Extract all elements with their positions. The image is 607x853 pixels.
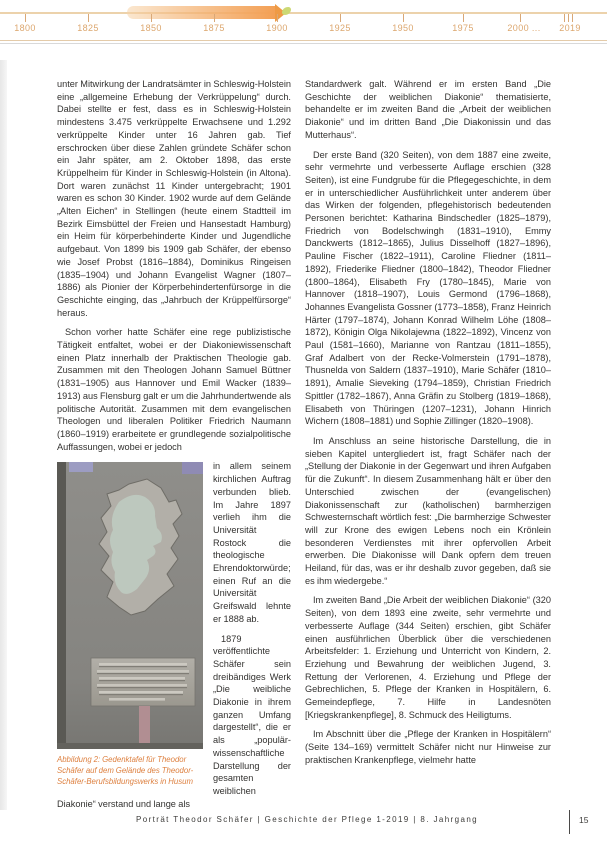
- timeline-tick: [214, 14, 215, 22]
- paragraph: Im Anschluss an seine historische Darstellung, die in sieben Kapitel untergliedert ist, fragt Schäfer nach der „Stellung der Diakonie in der Gegenwart und ihren Aufgaben für die Zukunft“. In diesem Zusammenhang hält er über den Unterschied zwischen der (evangelischen) Diakonissenschaft zur (katholischen) barmherzigen Schwesternschaft wörtlich fest: „Die barmherzige Schwester will zur Krone des ewigen Lebens noch ein Krönlein besonderen Verdienstes mit ihrer opfervollen Arbeit erwerben. Die Diakonisse will Dank opfern dem treuen Heiland, für das, was er ihr deshalb zuvor gegeben, daß sie es ihm wiedergebe.“: [305, 435, 551, 586]
- timeline-header: [0, 0, 607, 46]
- memorial-plaque-figure: [57, 462, 207, 787]
- rose-stripe: [139, 706, 150, 749]
- timeline-highlight-arrow: [127, 6, 275, 19]
- header-separator-line: [0, 43, 607, 44]
- timeline-tick: [151, 14, 152, 22]
- timeline-year-label: 1800: [14, 23, 36, 33]
- timeline-year-label: 1825: [77, 23, 99, 33]
- right-column: [305, 78, 551, 774]
- background-object-left: [69, 462, 93, 472]
- timeline-tick: [463, 14, 464, 22]
- paragraph: Schon vorher hatte Schäfer eine rege publizistische Tätigkeit entfaltet, wobei er der Diakoniewissenschaft einen Platz innerhalb der Praktischen Theologie gab. Zusammen mit den Theologen Johann Samuel Büttner (1831–1905) aus Hannover und Emil Wacker (1839–1913) aus Flensburg galt er um die Jahrhundertwende als politische Autorität. Zusammen mit dem evangelischen Theologen und liberalen Politiker Friedrich Naumann (1860–1919) erarbeitete er grundlegende sozialpolitische Auffassungen, wobei er jedoch: [57, 327, 291, 452]
- timeline-tick: [277, 14, 278, 22]
- left-column: [57, 78, 291, 817]
- timeline-tick: [340, 14, 341, 22]
- memorial-plaque-photo: [57, 462, 203, 749]
- photo-left-shadow: [57, 462, 66, 749]
- timeline-year-label: 1925: [329, 23, 351, 33]
- timeline-tick: [403, 14, 404, 22]
- paragraph: Im zweiten Band „Die Arbeit der weiblichen Diakonie“ (320 Seiten), von dem 1893 eine zweite, sehr vermehrte und verbesserte Auflage (344 Seiten) erschien, gibt Schäfer einen ausführlichen Überblick über die verschiedenen Arbeitsfelder: 1. Erziehung und Unterricht von Kindern, 2. Erziehung und Bewahrung der weiblichen Jugend, 3. Rettung der Verlorenen, 4. Erziehung und Pflege der Gebrechlichen, 5. Pflege der Kranken in Hospitälern, 6. Gemeindepflege, 7. Hilfe in Landesnöten [Kriegskrankenpflege], 8. Schmuck des Heiligtums.: [305, 595, 551, 720]
- timeline-year-label: 1950: [392, 23, 414, 33]
- figure-caption: Abbildung 2: Gedenktafel für Theodor Schäfer auf dem Gelände des Theodor-Schäfer-Berufsbildungswerks in Husum: [57, 755, 194, 787]
- timeline-tick: [564, 14, 565, 22]
- timeline-tick: [568, 14, 569, 22]
- timeline-year-label: 1875: [203, 23, 225, 33]
- footer-divider: [569, 810, 570, 834]
- header-separator-line: [0, 40, 607, 41]
- timeline-tick: [25, 14, 26, 22]
- timeline-axis: [0, 12, 607, 14]
- running-title: Porträt Theodor Schäfer | Geschichte der Pflege 1-2019 | 8. Jahrgang: [136, 815, 479, 824]
- page-edge-shadow: [0, 60, 7, 810]
- photo-bottom-shadow: [57, 743, 203, 749]
- timeline-year-label: 1900: [266, 23, 288, 33]
- paragraph: Im Abschnitt über die „Pflege der Kranken in Hospitälern“ (Seite 134–169) vermittelt Schäfer nicht nur Hinweise zur praktischen Krankenpflege, vielmehr hatte: [305, 729, 551, 765]
- timeline-tick: [520, 14, 521, 22]
- background-object-right: [182, 462, 203, 474]
- page-footer: [0, 810, 607, 840]
- paragraph: Der erste Band (320 Seiten), von dem 1887 eine zweite, sehr vermehrte und verbesserte Auflage erschien (328 Seiten), ist eine Fundgrube für die Pflegegeschichte, in dem er in unterschiedlicher Ausführlichkeit unter anderem über das Wirken der folgenden, pflegehistorisch bedeutenden Personen berichtet: Katharina Bindschedler (1825–1879), Friedrich von Bodelschwingh (1831–1910), Emmy Danckwerts (1812–1865), Julius Disselhoff (1827–1896), Pauline Fischer (1822–1911), Caroline Fliedner (1811–1892), Friederike Fliedner (1800–1842), Theodor Fliedner (1800–1864), Elisabeth Fry (1780–1845), Marie von Hannover (1818–1907), Louis Germond (1796–1868), Johannes Evangelista Gossner (1773–1858), Franz Heinrich Härter (1797–1874), Johann Konrad Wilhelm Löhe (1808–1872), Königin Olga Nikolajewna (1822–1892), Vincenz von Paul (1581–1660), Marianne von Rantzau (1811–1855), Graf Adalbert von der Recke-Volmerstein (1791–1878), Thusnelda von Saldern (1837–1910), Marie Schäfer (1810–1891), Amalie Sieveking (1794–1859), Christian Friedrich Spittler (1782–1867), Anna Gräfin zu Stolberg (1819–1868), Elisabeth von Thüringen (1207–1231), Johann Hinrich Wichern (1808–1881) und Sophie Zillinger (1820–1908).: [305, 149, 551, 427]
- timeline-year-label: 2019: [559, 23, 581, 33]
- figure-wrap-block: [57, 460, 291, 810]
- paragraph: Standardwerk galt. Während er im ersten Band „Die Geschichte der weiblichen Diakonie“ thematisierte, behandelte er im zweiten Band die „Arbeit der weiblichen Diakonie“ und im dritten Band „Die Diakonissin und das Mutterhaus“.: [305, 79, 551, 140]
- timeline-year-label: 1975: [452, 23, 474, 33]
- timeline-year-label: 1850: [140, 23, 162, 33]
- paragraph: unter Mitwirkung der Landratsämter in Schleswig-Holstein eine „allgemeine Erhebung der Verkrüppelung“ durch. Dabei stellte er fest, dass es in Schleswig-Holstein mindestens 3.475 verkrüppelte Erwachsene und 1.292 verkrüppelte Kinder unter 16 Jahren gab. Tief erschrocken über diese Zahlen gründete Schäfer schon ein Jahr später, am 2. Oktober 1898, das erste Krüppelheim für Kinder in Schleswig-Holstein (in Altona). Dort waren zunächst 11 Kinder untergebracht; 1901 waren es schon 30 Kinder. 1902 wurde auf dem Gelände „Alten Eichen“ in Stellingen (heute einem Stadtteil im Bezirk Eimsbüttel der Freien und Hansestadt Hamburg) ein Heim für körperbehinderte Kinder und Jugendliche aufgebaut. Von 1899 bis 1909 gab Schäfer, der ebenso wie Josef Probst (1816–1884), Dominikus Ringeisen (1835–1904) und Johann Evangelist Wagner (1807–1886) als Pionier der Körperbehindertenfürsorge in die Geschichte einging, das „Jahrbuch der Krüppelfürsorge“ heraus.: [57, 79, 291, 318]
- timeline-year-label: 2000 ...: [507, 23, 541, 33]
- timeline-tick: [572, 14, 573, 22]
- paragraph: 1879 veröffentlichte Schäfer sein dreibändiges Werk „Die weibliche Diakonie in ihrem ganzen Umfang dargestellt“, die er als „populär-wissenschaftliche Darstellung der gesamten weiblichen Diakonie“ verstand und lange als: [57, 633, 291, 809]
- timeline-tick: [88, 14, 89, 22]
- page-number: 15: [579, 815, 589, 825]
- paragraph: in allem seinem kirchlichen Auftrag verbunden blieb. Im Jahre 1897 verlieh ihm die Universität Rostock die theologische Ehrendoktorwürde; einen Ruf an die Universität Greifswald lehnte er 1888 ab.: [213, 461, 291, 624]
